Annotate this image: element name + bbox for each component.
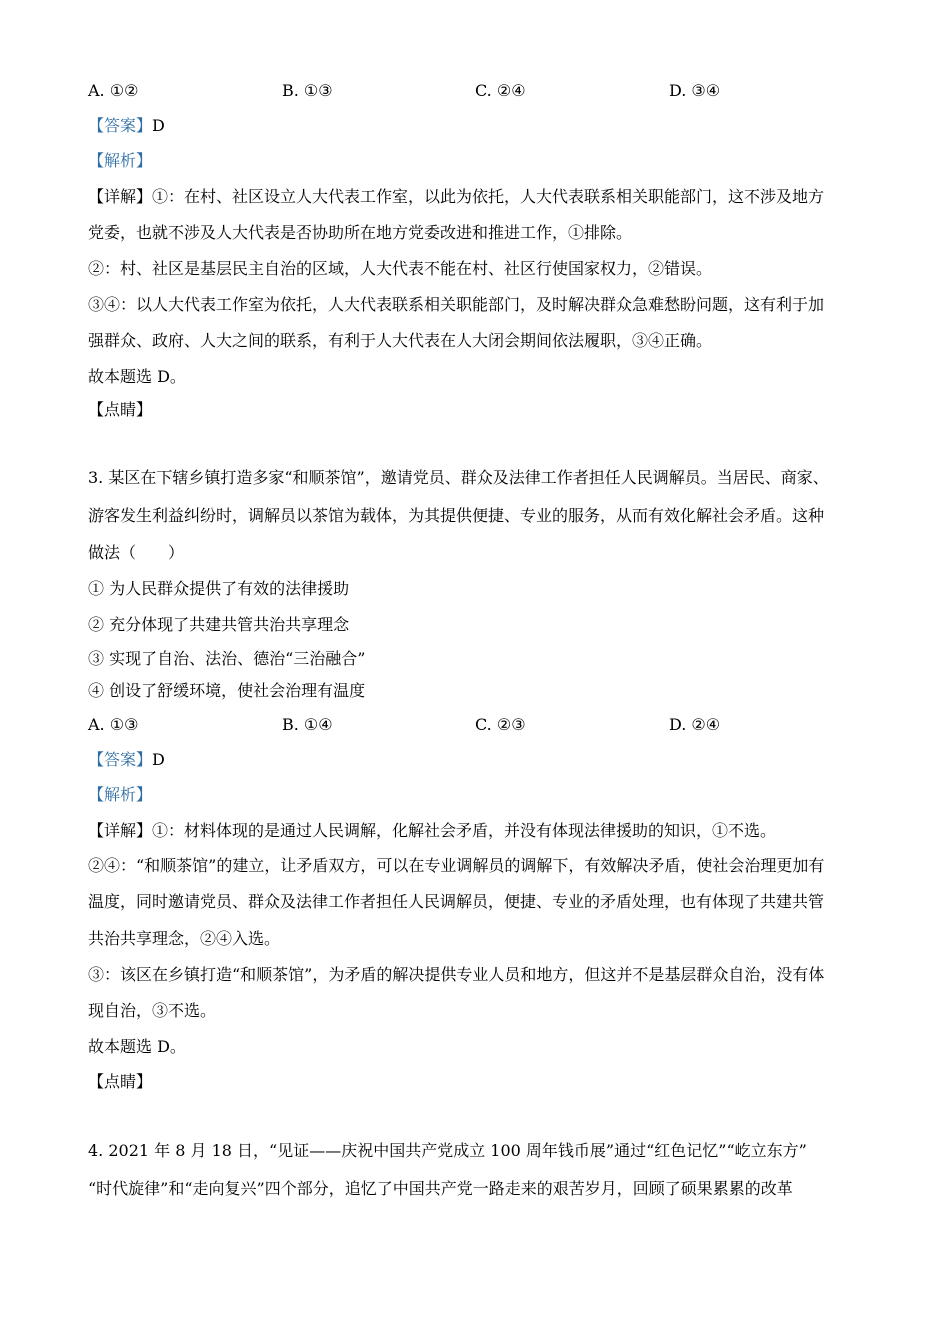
q3-detail-line: 现自治，③不选。 [88,1001,217,1020]
q3-answer-value: D [152,750,165,769]
q3-statement-2: ② 充分体现了共建共管共治共享理念 [88,615,350,634]
q3-stem-line: 游客发生利益纠纷时，调解员以茶馆为载体，为其提供便捷、专业的服务，从而有效化解社会矛盾。这种 [88,506,825,525]
q3-analysis-label: 【解析】 [88,785,153,804]
q2-option-b: B. ①③ [282,81,333,100]
q3-option-a: A. ①③ [88,715,139,734]
q3-answer-label: 【答案】 [88,750,153,769]
q3-statement-1: ① 为人民群众提供了有效的法律援助 [88,579,350,598]
q3-answer [88,749,878,771]
q2-answer-label: 【答案】 [88,116,153,135]
q2-option-d: D. ③④ [669,81,721,100]
q2-detail-line: ②：村、社区是基层民主自治的区域，人大代表不能在村、社区行使国家权力，②错误。 [88,259,713,278]
q4-stem-line: “时代旋律”和“走向复兴”四个部分，追忆了中国共产党一路走来的艰苦岁月，回顾了硕果累累的改革 [88,1179,793,1198]
q2-answer [88,115,878,137]
q2-options [88,80,878,102]
q3-option-b: B. ①④ [282,715,333,734]
q2-analysis-label: 【解析】 [88,151,153,170]
q2-detail-line: 党委，也就不涉及人大代表是否协助所在地方党委改进和推进工作，①排除。 [88,223,633,242]
q2-conclusion: 故本题选 D。 [88,367,186,386]
q4-stem-line: 4. 2021 年 8 月 18 日，“见证——庆祝中国共产党成立 100 周年钱币展”通过“红色记忆”“屹立东方” [88,1141,807,1160]
q3-option-d: D. ②④ [669,715,721,734]
q2-detail-line: 【详解】①：在村、社区设立人大代表工作室，以此为依托，人大代表联系相关职能部门，这不涉及地方 [88,187,825,206]
q3-detail-line: 温度，同时邀请党员、群众及法律工作者担任人民调解员，便捷、专业的矛盾处理，也有体现了共建共管 [88,892,825,911]
q2-detail-line: ③④：以人大代表工作室为依托，人大代表联系相关职能部门，及时解决群众急难愁盼问题，这有利于加 [88,295,825,314]
q3-options [88,714,878,736]
q2-comment-label: 【点睛】 [88,400,153,419]
q3-comment-label: 【点睛】 [88,1072,153,1091]
q3-detail-line: ③：该区在乡镇打造“和顺茶馆”，为矛盾的解决提供专业人员和地方，但这并不是基层群众自治，没有体 [88,965,825,984]
q2-detail-line: 强群众、政府、人大之间的联系，有利于人大代表在人大闭会期间依法履职，③④正确。 [88,331,713,350]
q3-conclusion: 故本题选 D。 [88,1037,186,1056]
q3-statement-3: ③ 实现了自治、法治、德治“三治融合” [88,649,366,668]
q3-option-c: C. ②③ [475,715,526,734]
q2-answer-value: D [152,116,165,135]
q3-detail-line: 共治共享理念，②④入选。 [88,929,281,948]
q3-stem-line: 做法（ ） [88,543,185,562]
q3-statement-4: ④ 创设了舒缓环境，使社会治理有温度 [88,681,366,700]
q2-option-a: A. ①② [88,81,139,100]
q3-detail-line: 【详解】①：材料体现的是通过人民调解，化解社会矛盾，并没有体现法律援助的知识，①不选。 [88,821,777,840]
q3-stem-line: 3. 某区在下辖乡镇打造多家“和顺茶馆”，邀请党员、群众及法律工作者担任人民调解员。当居民、商家、 [88,468,829,487]
q3-detail-line: ②④：“和顺茶馆”的建立，让矛盾双方，可以在专业调解员的调解下，有效解决矛盾，使社会治理更加有 [88,856,825,875]
q2-option-c: C. ②④ [475,81,526,100]
